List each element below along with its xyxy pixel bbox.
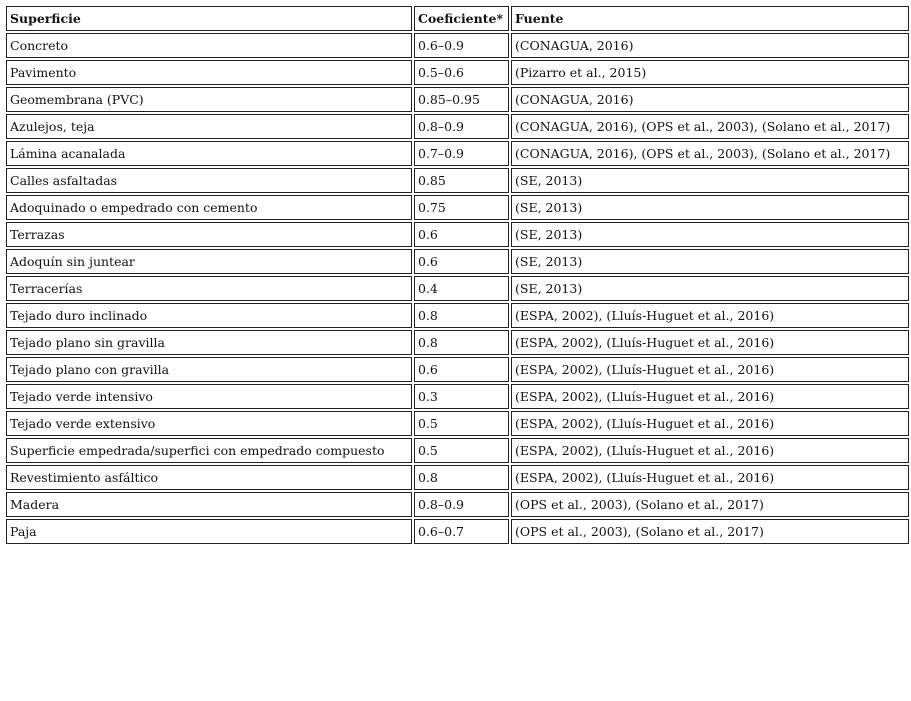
cell-coeficiente: 0.5	[414, 438, 509, 463]
header-fuente: Fuente	[511, 6, 909, 31]
cell-fuente: (CONAGUA, 2016), (OPS et al., 2003), (Solano et al., 2017)	[511, 141, 909, 166]
table-body	[6, 33, 909, 544]
header-superficie: Superficie	[6, 6, 412, 31]
cell-coeficiente: 0.6	[414, 249, 509, 274]
cell-coeficiente: 0.8–0.9	[414, 492, 509, 517]
cell-superficie: Adoquinado o empedrado con cemento	[6, 195, 412, 220]
cell-fuente: (ESPA, 2002), (Lluís-Huguet et al., 2016)	[511, 330, 909, 355]
table-row	[6, 411, 909, 436]
cell-coeficiente: 0.85	[414, 168, 509, 193]
cell-fuente: (Pizarro et al., 2015)	[511, 60, 909, 85]
cell-fuente: (ESPA, 2002), (Lluís-Huguet et al., 2016)	[511, 438, 909, 463]
cell-coeficiente: 0.8–0.9	[414, 114, 509, 139]
table-row	[6, 249, 909, 274]
table-row	[6, 141, 909, 166]
cell-fuente: (SE, 2013)	[511, 276, 909, 301]
cell-fuente: (SE, 2013)	[511, 168, 909, 193]
cell-coeficiente: 0.4	[414, 276, 509, 301]
cell-superficie: Concreto	[6, 33, 412, 58]
cell-fuente: (CONAGUA, 2016)	[511, 33, 909, 58]
cell-coeficiente: 0.75	[414, 195, 509, 220]
cell-superficie: Pavimento	[6, 60, 412, 85]
table-row	[6, 114, 909, 139]
table-row	[6, 357, 909, 382]
cell-fuente: (SE, 2013)	[511, 249, 909, 274]
table-row	[6, 330, 909, 355]
cell-fuente: (ESPA, 2002), (Lluís-Huguet et al., 2016)	[511, 411, 909, 436]
cell-superficie: Revestimiento asfáltico	[6, 465, 412, 490]
cell-superficie: Terrazas	[6, 222, 412, 247]
cell-superficie: Tejado verde intensivo	[6, 384, 412, 409]
cell-coeficiente: 0.7–0.9	[414, 141, 509, 166]
table-row	[6, 465, 909, 490]
cell-fuente: (SE, 2013)	[511, 222, 909, 247]
cell-fuente: (CONAGUA, 2016)	[511, 87, 909, 112]
table-row	[6, 438, 909, 463]
cell-fuente: (OPS et al., 2003), (Solano et al., 2017)	[511, 492, 909, 517]
cell-superficie: Madera	[6, 492, 412, 517]
cell-coeficiente: 0.8	[414, 330, 509, 355]
table-row	[6, 519, 909, 544]
cell-superficie: Tejado verde extensivo	[6, 411, 412, 436]
table-row	[6, 384, 909, 409]
table-row	[6, 87, 909, 112]
cell-coeficiente: 0.8	[414, 465, 509, 490]
table-header-row	[6, 6, 909, 31]
cell-fuente: (ESPA, 2002), (Lluís-Huguet et al., 2016)	[511, 384, 909, 409]
cell-coeficiente: 0.6	[414, 222, 509, 247]
cell-superficie: Azulejos, teja	[6, 114, 412, 139]
cell-coeficiente: 0.3	[414, 384, 509, 409]
cell-coeficiente: 0.8	[414, 303, 509, 328]
cell-fuente: (OPS et al., 2003), (Solano et al., 2017)	[511, 519, 909, 544]
cell-superficie: Tejado plano con gravilla	[6, 357, 412, 382]
cell-coeficiente: 0.5–0.6	[414, 60, 509, 85]
cell-fuente: (SE, 2013)	[511, 195, 909, 220]
header-coeficiente: Coeficiente*	[414, 6, 509, 31]
cell-fuente: (ESPA, 2002), (Lluís-Huguet et al., 2016)	[511, 465, 909, 490]
cell-superficie: Paja	[6, 519, 412, 544]
table-row	[6, 492, 909, 517]
cell-superficie: Tejado duro inclinado	[6, 303, 412, 328]
cell-fuente: (CONAGUA, 2016), (OPS et al., 2003), (Solano et al., 2017)	[511, 114, 909, 139]
cell-coeficiente: 0.6–0.7	[414, 519, 509, 544]
table-row	[6, 60, 909, 85]
cell-superficie: Geomembrana (PVC)	[6, 87, 412, 112]
cell-superficie: Terracerías	[6, 276, 412, 301]
cell-coeficiente: 0.6	[414, 357, 509, 382]
cell-superficie: Tejado plano sin gravilla	[6, 330, 412, 355]
cell-coeficiente: 0.6–0.9	[414, 33, 509, 58]
table-row	[6, 33, 909, 58]
cell-superficie: Adoquín sin juntear	[6, 249, 412, 274]
table-row	[6, 276, 909, 301]
cell-superficie: Superficie empedrada/superfici con empedrado compuesto	[6, 438, 412, 463]
cell-coeficiente: 0.5	[414, 411, 509, 436]
table-row	[6, 168, 909, 193]
cell-fuente: (ESPA, 2002), (Lluís-Huguet et al., 2016)	[511, 303, 909, 328]
cell-superficie: Calles asfaltadas	[6, 168, 412, 193]
cell-superficie: Lámina acanalada	[6, 141, 412, 166]
cell-fuente: (ESPA, 2002), (Lluís-Huguet et al., 2016)	[511, 357, 909, 382]
table-row	[6, 222, 909, 247]
table-row	[6, 195, 909, 220]
table-row	[6, 303, 909, 328]
cell-coeficiente: 0.85–0.95	[414, 87, 509, 112]
coefficient-table	[4, 4, 911, 546]
